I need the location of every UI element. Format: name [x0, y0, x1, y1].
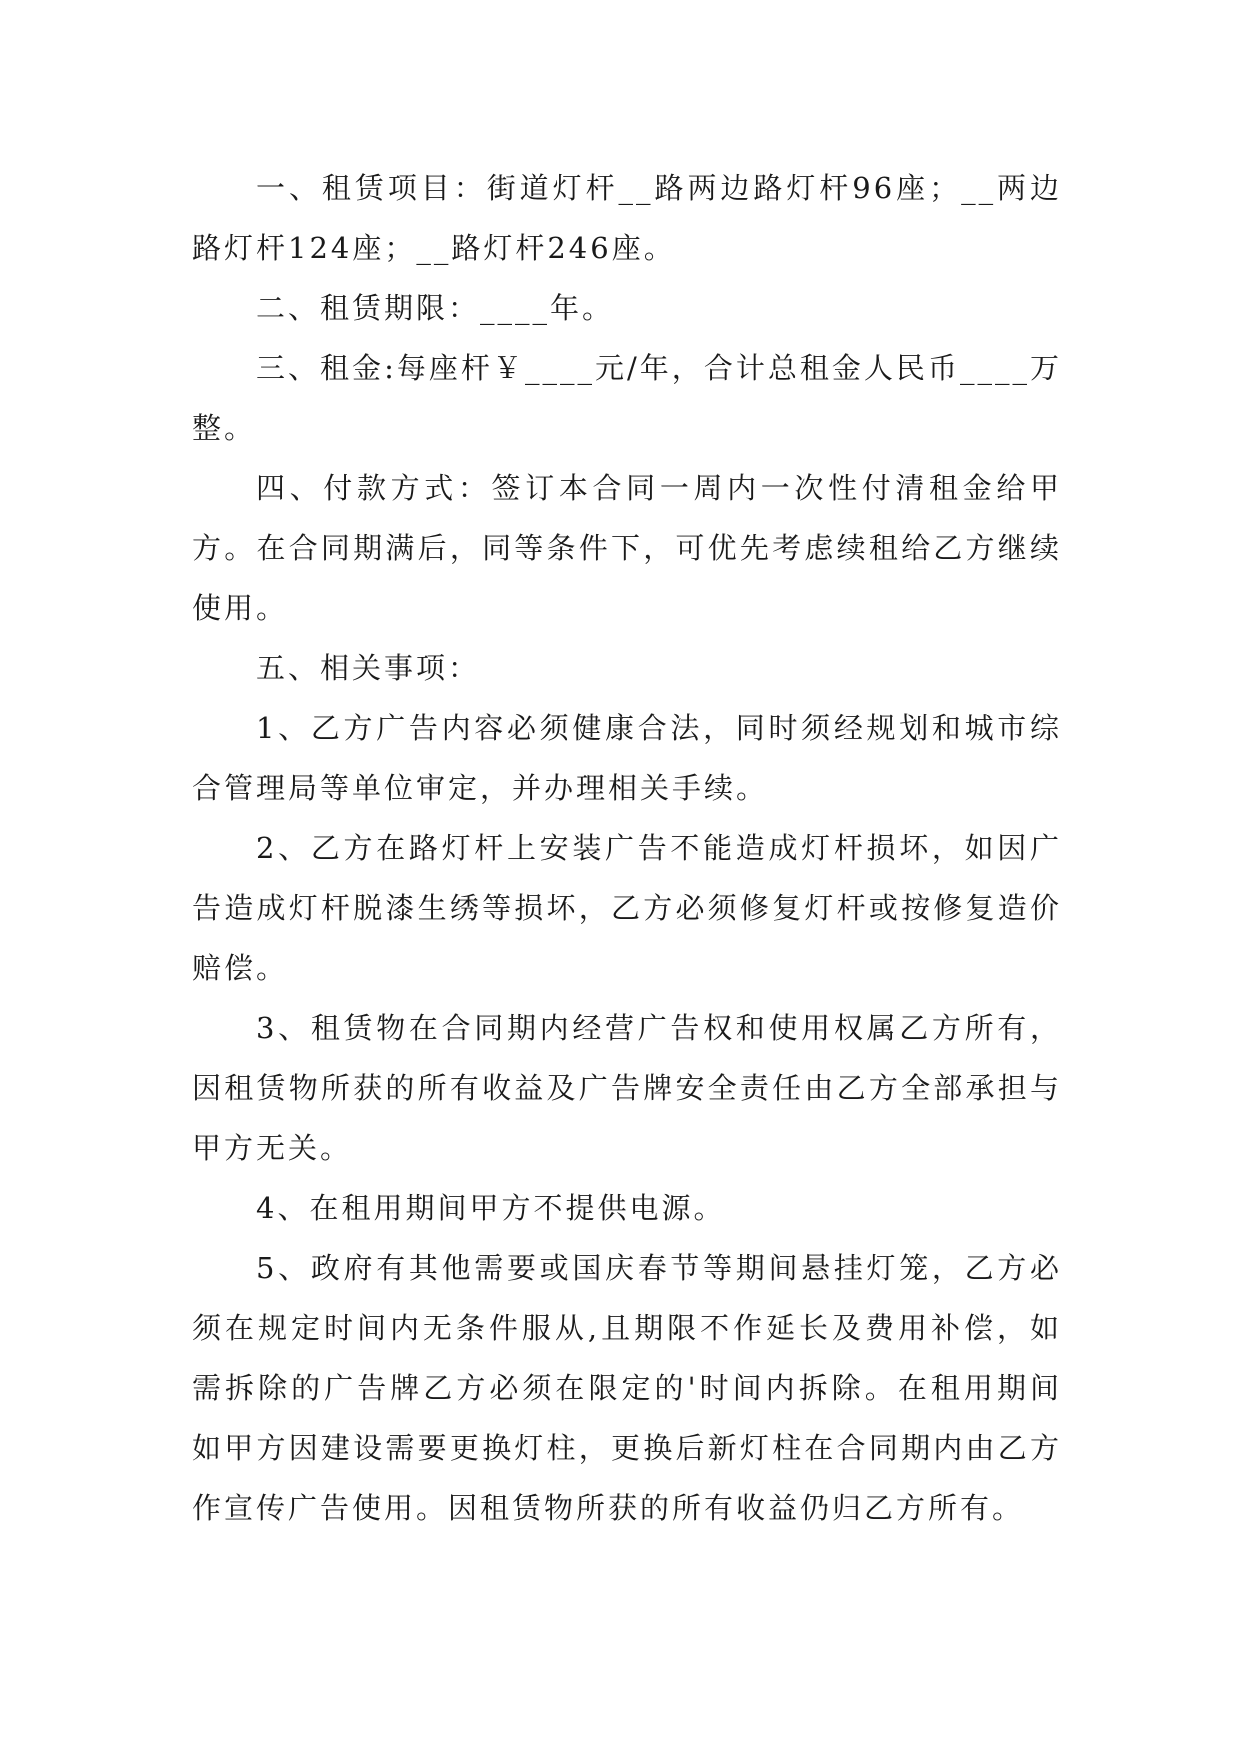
paragraph-related-matters-heading: 五、相关事项： — [256, 651, 481, 685]
paragraph-rent: 三、租金:每座杆￥____元/年，合计总租金人民币____万整。 — [192, 351, 1062, 445]
paragraph-matter-5: 5、政府有其他需要或国庆春节等期间悬挂灯笼，乙方必须在规定时间内无条件服从,且期限不作延长及费用补偿，如需拆除的广告牌乙方必须在限定的'时间内拆除。在租用期间如甲方因建设需要更换灯柱，更换后新灯柱在合同期内由乙方作宣传广告使用。因租赁物所获的所有收益仍归乙方所有。 — [192, 1251, 1062, 1525]
paragraph-matter-3: 3、租赁物在合同期内经营广告权和使用权属乙方所有，因租赁物所获的所有收益及广告牌安全责任由乙方全部承担与甲方无关。 — [192, 1011, 1062, 1165]
paragraph-matter-1: 1、乙方广告内容必须健康合法，同时须经规划和城市综合管理局等单位审定，并办理相关手续。 — [192, 711, 1062, 805]
paragraph-matter-2: 2、乙方在路灯杆上安装广告不能造成灯杆损坏，如因广告造成灯杆脱漆生绣等损坏，乙方必须修复灯杆或按修复造价赔偿。 — [192, 831, 1062, 985]
paragraph-lease-item: 一、租赁项目：街道灯杆__路两边路灯杆96座；__两边路灯杆124座；__路灯杆246座。 — [192, 171, 1062, 265]
paragraph-lease-term: 二、租赁期限：____年。 — [256, 291, 615, 325]
document-body — [192, 158, 1062, 1538]
paragraph-matter-4: 4、在租用期间甲方不提供电源。 — [256, 1191, 726, 1225]
paragraph-payment-method: 四、付款方式：签订本合同一周内一次性付清租金给甲方。在合同期满后，同等条件下，可优先考虑续租给乙方继续使用。 — [192, 471, 1062, 625]
